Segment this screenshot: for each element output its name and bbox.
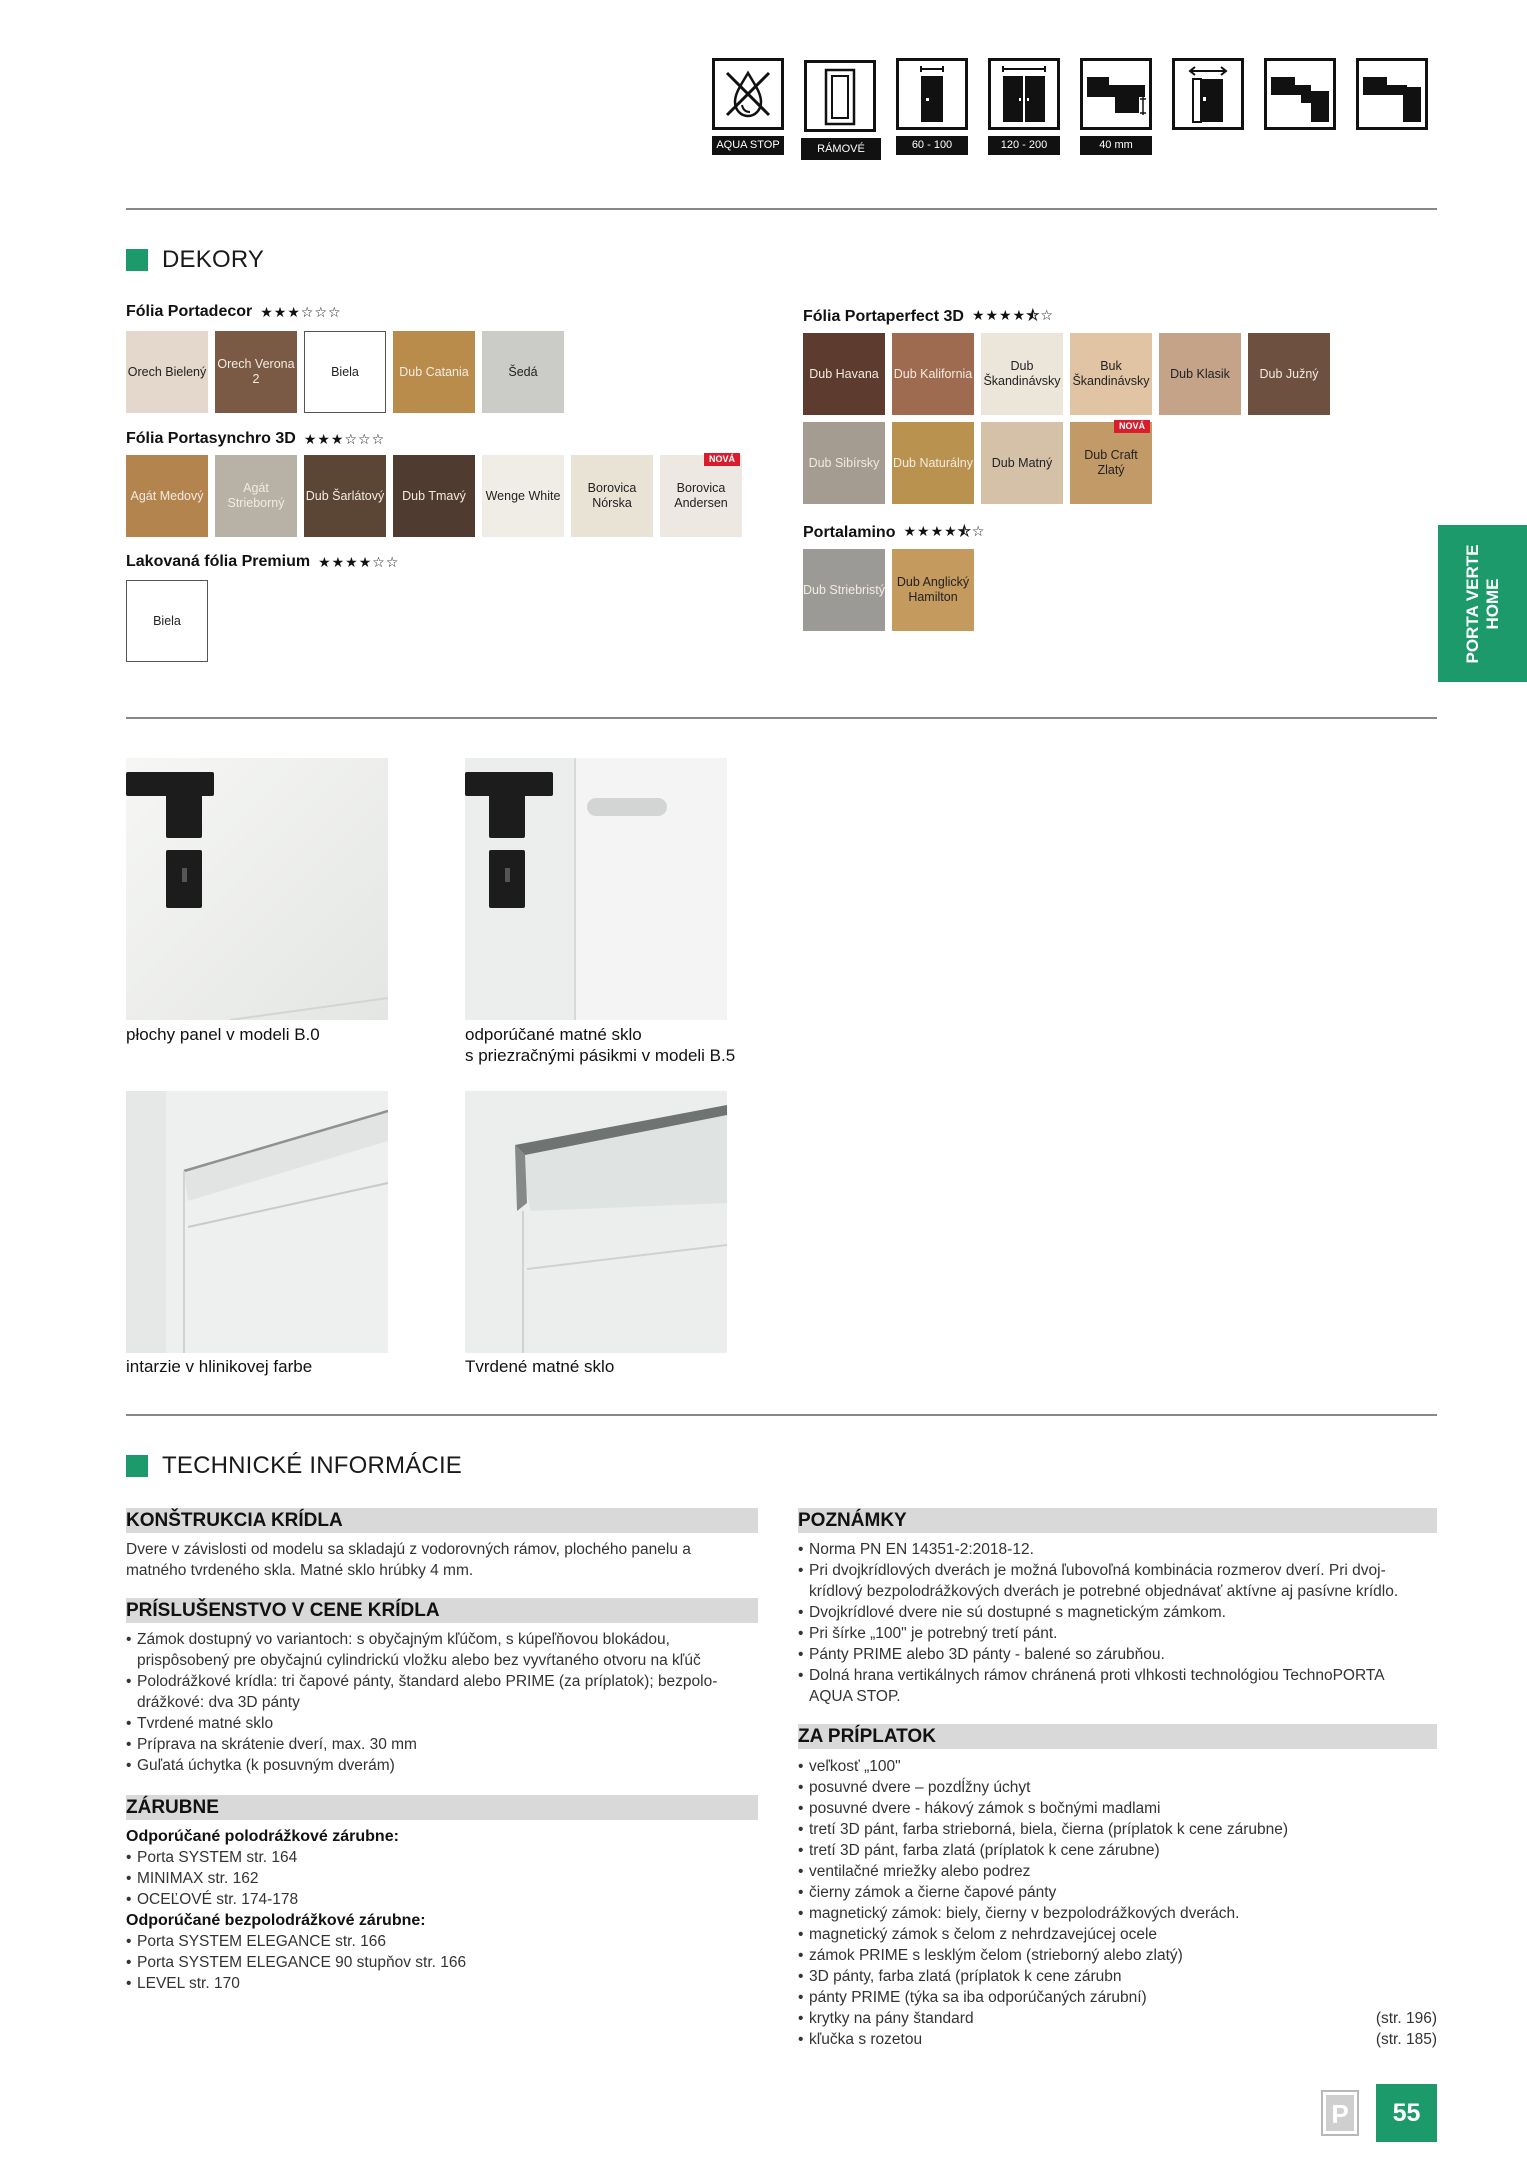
porta-logo-icon: [1321, 2090, 1359, 2136]
photo-caption-line1: odporúčané matné sklo: [465, 1025, 642, 1044]
list-item: • OCEĽOVÉ str. 174-178: [126, 1889, 758, 1910]
dekory-title: DEKORY: [162, 246, 265, 273]
divider: [126, 208, 1437, 210]
page-reference: (str. 185): [1375, 2031, 1437, 2048]
swatch-label: Dub Catania: [399, 364, 469, 379]
list-item: • Polodrážkové krídla: tri čapové pánty, štandard alebo PRIME (za príplatok); bezpolo-: [126, 1671, 758, 1692]
list-item: • Príprava na skrátenie dverí, max. 30 mm: [126, 1734, 758, 1755]
photo-caption-line1: intarzie v hlinikovej farbe: [126, 1357, 313, 1376]
list-item-text: tretí 3D pánt, farba zlatá (príplatok k cene zárubne): [809, 1842, 1160, 1859]
list-item: • LEVEL str. 170: [126, 1973, 758, 1994]
door-thickness-feature: [1080, 58, 1152, 155]
frame-door-label: RÁMOVÉ: [801, 138, 881, 160]
list-item: [798, 1966, 1437, 1987]
list-item: [798, 1903, 1437, 1924]
swatch: [892, 549, 974, 631]
flush-frame-icon-graphic: [1359, 61, 1425, 127]
zarubne-list-2: [126, 1931, 758, 1994]
swatch-label: Agát Medový: [130, 488, 204, 503]
aqua-stop-label: AQUA STOP: [712, 136, 784, 155]
rating-stars-icon: ★★★★⯪☆: [903, 523, 986, 539]
swatch-label: Dub Južný: [1259, 366, 1319, 381]
list-item-text: čierny zámok a čierne čapové pánty: [809, 1884, 1057, 1901]
swatch: [126, 580, 208, 662]
swatch: [1070, 422, 1152, 504]
swatch: [892, 333, 974, 415]
priplatok-header: ZA PRÍPLATOK: [798, 1724, 1437, 1749]
swatch-label: Dub Anglický Hamilton: [896, 575, 970, 604]
list-item-text: tretí 3D pánt, farba strieborná, biela, čierna (príplatok k cene zárubne): [809, 1821, 1289, 1838]
portasynchro-name: Fólia Portasynchro 3D: [126, 430, 296, 447]
priplatok-list: [798, 1756, 1437, 2050]
list-item: • Porta SYSTEM ELEGANCE str. 166: [126, 1931, 758, 1952]
swatch-label: Dub Matný: [991, 455, 1053, 470]
door-thickness-icon: [1080, 58, 1152, 130]
zarubne-subheading: Odporúčané bezpolodrážkové zárubne:: [126, 1912, 426, 1929]
section-marker-icon: [126, 1455, 148, 1477]
portaperfect-title: [803, 305, 1054, 329]
zarubne-content: [126, 1826, 758, 1994]
list-item-text: 3D pánty, farba zlatá (príplatok k cene zárubn: [809, 1968, 1122, 1985]
handle-glass-image: [465, 758, 727, 1020]
handle-image: [126, 758, 388, 1020]
swatch-label: Dub Tmavý: [402, 488, 466, 503]
portasynchro-title: [126, 430, 385, 448]
swatch-label: Dub Škandinávsky: [983, 359, 1061, 388]
list-item: [798, 1798, 1437, 1819]
list-item: [798, 1777, 1437, 1798]
double-door-width-feature: [988, 58, 1060, 155]
portalamino-name: Portalamino: [803, 524, 896, 541]
dekory-header: [126, 246, 264, 274]
list-item-text: posuvné dvere - hákový zámok s bočnými madlami: [809, 1800, 1161, 1817]
nova-badge: NOVÁ: [704, 453, 740, 466]
aqua-stop-feature: [712, 58, 784, 155]
portaperfect-name: Fólia Portaperfect 3D: [803, 308, 964, 325]
list-item-text: pánty PRIME (týka sa iba odporúčaných zárubní): [809, 1989, 1147, 2006]
swatch: [215, 455, 297, 537]
list-item-continued: krídlový bezpolodrážkových dverách je potrebné objednávať aktívne aj pasívne krídlo.: [809, 1583, 1399, 1600]
text-line: Dvere v závislosti od modelu sa skladajú z vodorovných rámov, plochého panelu a: [126, 1541, 691, 1558]
list-item: [798, 2008, 1437, 2029]
glass-image: [465, 1091, 727, 1353]
rating-stars-icon: ★★★★☆☆: [318, 553, 400, 570]
rebated-frame-icon-graphic: [1267, 61, 1333, 127]
portadecor-rating: [260, 304, 341, 321]
swatch: [1248, 333, 1330, 415]
divider: [126, 717, 1437, 719]
photo-flat-panel: [126, 758, 388, 1020]
zarubne-list-1: [126, 1847, 758, 1910]
list-item-text: kľučka s rozetou: [809, 2031, 923, 2048]
section-marker-icon: [126, 249, 148, 271]
zarubne-subheading: Odporúčané polodrážkové zárubne:: [126, 1828, 399, 1845]
frame-door-icon-graphic: [807, 63, 873, 129]
sliding-door-icon: [1172, 58, 1244, 130]
swatch: [304, 455, 386, 537]
list-item: [798, 1945, 1437, 1966]
list-item: [798, 1756, 1437, 1777]
frame-door-icon: [804, 60, 876, 132]
swatch: [892, 422, 974, 504]
side-tab: [1438, 525, 1527, 682]
list-item: • Tvrdené matné sklo: [126, 1713, 758, 1734]
photo-caption: [465, 1024, 735, 1066]
list-item-text: magnetický zámok s čelom z nehrdzavejúcej ocele: [809, 1926, 1158, 1943]
list-item: • Porta SYSTEM ELEGANCE 90 stupňov str. 166: [126, 1952, 758, 1973]
swatch: [126, 455, 208, 537]
swatch: [1070, 333, 1152, 415]
swatch-label: Dub Sibírsky: [808, 455, 880, 470]
swatch-label: Dub Striebristý: [803, 582, 885, 597]
list-item-text: veľkosť „100": [809, 1758, 901, 1775]
list-item-text: zámok PRIME s lesklým čelom (strieborný alebo zlatý): [809, 1947, 1183, 1964]
swatch: [1159, 333, 1241, 415]
photo-caption: [465, 1356, 614, 1377]
swatch-label: Biela: [331, 364, 359, 379]
swatch-label: Orech Bielený: [127, 364, 207, 379]
swatch-label: Agát Strieborný: [227, 481, 285, 510]
sliding-door-icon-graphic: [1175, 61, 1241, 127]
portalamino-title: [803, 521, 985, 545]
side-tab-line2: HOME: [1482, 578, 1502, 630]
swatch: [981, 422, 1063, 504]
list-item: • Pánty PRIME alebo 3D pánty - balené so zárubňou.: [798, 1644, 1437, 1665]
list-item: • MINIMAX str. 162: [126, 1868, 758, 1889]
door-thickness-label: 40 mm: [1080, 136, 1152, 155]
list-item-text: krytky na pány štandard: [809, 2010, 974, 2027]
single-door-width-icon: [896, 58, 968, 130]
sliding-door-feature: [1172, 58, 1244, 130]
photo-caption-line2: s priezračnými pásikmi v modeli B.5: [465, 1046, 736, 1065]
photo-caption-line1: płochy panel v modeli B.0: [126, 1025, 320, 1044]
list-item: • Dvojkrídlové dvere nie sú dostupné s magnetickým zámkom.: [798, 1602, 1437, 1623]
aqua-stop-icon-graphic: [715, 61, 781, 127]
feature-icon-row: [712, 58, 1437, 168]
photo-aluminium-inlay: [126, 1091, 388, 1353]
double-door-width-icon: [988, 58, 1060, 130]
swatch-label: Biela: [153, 613, 181, 628]
swatch: [482, 455, 564, 537]
text-line: matného tvrdeného skla. Matné sklo hrúbky 4 mm.: [126, 1562, 474, 1579]
porta-logo: [1321, 2090, 1359, 2136]
portasynchro-rating: [304, 431, 385, 448]
swatch-label: Dub Klasik: [1170, 366, 1230, 381]
side-tab-line1: PORTA VERTE: [1462, 543, 1482, 664]
swatch-label: Wenge White: [485, 488, 561, 503]
premium-name: Lakovaná fólia Premium: [126, 553, 311, 570]
list-item-text: magnetický zámok: biely, čierny v bezpolodrážkových dverách.: [809, 1905, 1240, 1922]
list-item-continued: prispôsobený pre obyčajnú cylindrickú vložku alebo bez vyvŕtaného otvoru na kľúč: [137, 1652, 701, 1669]
photo-caption: [126, 1024, 320, 1045]
portadecor-title: [126, 303, 342, 321]
aqua-stop-icon: [712, 58, 784, 130]
portaperfect-rating: [972, 305, 1054, 329]
list-item: [798, 2029, 1437, 2050]
swatch: [803, 549, 885, 631]
swatch-label: Dub Havana: [809, 366, 879, 381]
konstrukcia-text: [126, 1539, 758, 1581]
poznamky-header: POZNÁMKY: [798, 1508, 1437, 1533]
frame-door-feature: [804, 58, 881, 160]
inlay-image: [126, 1091, 388, 1353]
list-item: • Zámok dostupný vo variantoch: s obyčajným kľúčom, s kúpeľňovou blokádou,: [126, 1629, 758, 1650]
rating-stars-icon: ★★★★⯪☆: [971, 307, 1054, 323]
nova-badge: NOVÁ: [1114, 420, 1150, 433]
photo-tempered-glass: [465, 1091, 727, 1353]
list-item-continued: drážkové: dva 3D pánty: [137, 1694, 300, 1711]
swatch-label: Borovica Andersen: [674, 481, 728, 510]
list-item: [798, 1924, 1437, 1945]
double-door-width-icon-graphic: [991, 61, 1057, 127]
swatch: [803, 422, 885, 504]
swatch: [393, 331, 475, 413]
swatch: [215, 331, 297, 413]
list-item: • Norma PN EN 14351-2:2018-12.: [798, 1539, 1437, 1560]
portadecor-name: Fólia Portadecor: [126, 303, 253, 320]
swatch: [393, 455, 475, 537]
list-item: • Dolná hrana vertikálnych rámov chránená proti vlhkosti technológiou TechnoPORTA: [798, 1665, 1437, 1686]
double-door-width-label: 120 - 200: [988, 136, 1060, 155]
single-door-width-label: 60 - 100: [896, 136, 968, 155]
tech-header: [126, 1452, 462, 1480]
premium-title: [126, 553, 399, 571]
swatch-label: Dub Kalifornia: [893, 366, 973, 381]
zarubne-header: ZÁRUBNE: [126, 1795, 758, 1820]
prislusenstvo-list: [126, 1629, 758, 1776]
poznamky-list: [798, 1539, 1437, 1707]
swatch-label: Dub Craft Zlatý: [1084, 448, 1138, 477]
flush-frame-icon: [1356, 58, 1428, 130]
swatch: [803, 333, 885, 415]
swatch: [981, 333, 1063, 415]
swatch-label: Borovica Nórska: [587, 481, 637, 510]
list-item-text: ventilačné mriežky alebo podrez: [809, 1863, 1031, 1880]
premium-rating: [318, 554, 399, 571]
tech-title: TECHNICKÉ INFORMÁCIE: [162, 1452, 463, 1479]
list-item: [798, 1987, 1437, 2008]
swatch: [304, 331, 386, 413]
rebated-frame-feature: [1264, 58, 1336, 130]
swatch: [482, 331, 564, 413]
swatch-label: Orech Verona 2: [217, 357, 295, 386]
list-item: [798, 1840, 1437, 1861]
list-item: • Guľatá úchytka (k posuvným dverám): [126, 1755, 758, 1776]
page-number: 55: [1376, 2084, 1437, 2142]
photo-caption: [126, 1356, 312, 1377]
door-thickness-icon-graphic: [1083, 61, 1149, 127]
rating-stars-icon: ★★★☆☆☆: [303, 430, 386, 447]
swatch: [660, 455, 742, 537]
photo-matte-glass-stripes: [465, 758, 727, 1020]
list-item: [798, 1819, 1437, 1840]
list-item: • Porta SYSTEM str. 164: [126, 1847, 758, 1868]
swatch-label: Buk Škandinávsky: [1072, 359, 1150, 388]
swatch-label: Šedá: [508, 364, 538, 379]
konstrukcia-header: KONŠTRUKCIA KRÍDLA: [126, 1508, 758, 1533]
flush-frame-feature: [1356, 58, 1428, 130]
single-door-width-icon-graphic: [899, 61, 965, 127]
list-item: [798, 1861, 1437, 1882]
prislusenstvo-header: PRÍSLUŠENSTVO V CENE KRÍDLA: [126, 1598, 758, 1623]
list-item-continued: AQUA STOP.: [809, 1688, 901, 1705]
swatch: [126, 331, 208, 413]
list-item-text: posuvné dvere – pozdĺžny úchyt: [809, 1779, 1031, 1796]
divider: [126, 1414, 1437, 1416]
rating-stars-icon: ★★★☆☆☆: [260, 303, 342, 320]
photo-caption-line1: Tvrdené matné sklo: [465, 1357, 615, 1376]
page-reference: (str. 196): [1375, 2010, 1437, 2027]
rebated-frame-icon: [1264, 58, 1336, 130]
single-door-width-feature: [896, 58, 968, 155]
swatch: [571, 455, 653, 537]
swatch-label: Dub Naturálny: [893, 455, 973, 470]
list-item: • Pri dvojkrídlových dverách je možná ľubovoľná kombinácia rozmerov dverí. Pri dvoj-: [798, 1560, 1437, 1581]
portalamino-rating: [903, 521, 985, 545]
list-item: • Pri šírke „100" je potrebný tretí pánt.: [798, 1623, 1437, 1644]
logo-letter: P: [1331, 2099, 1349, 2129]
side-tab-label: [1463, 544, 1503, 663]
swatch-label: Dub Šarlátový: [305, 488, 385, 503]
list-item: [798, 1882, 1437, 1903]
